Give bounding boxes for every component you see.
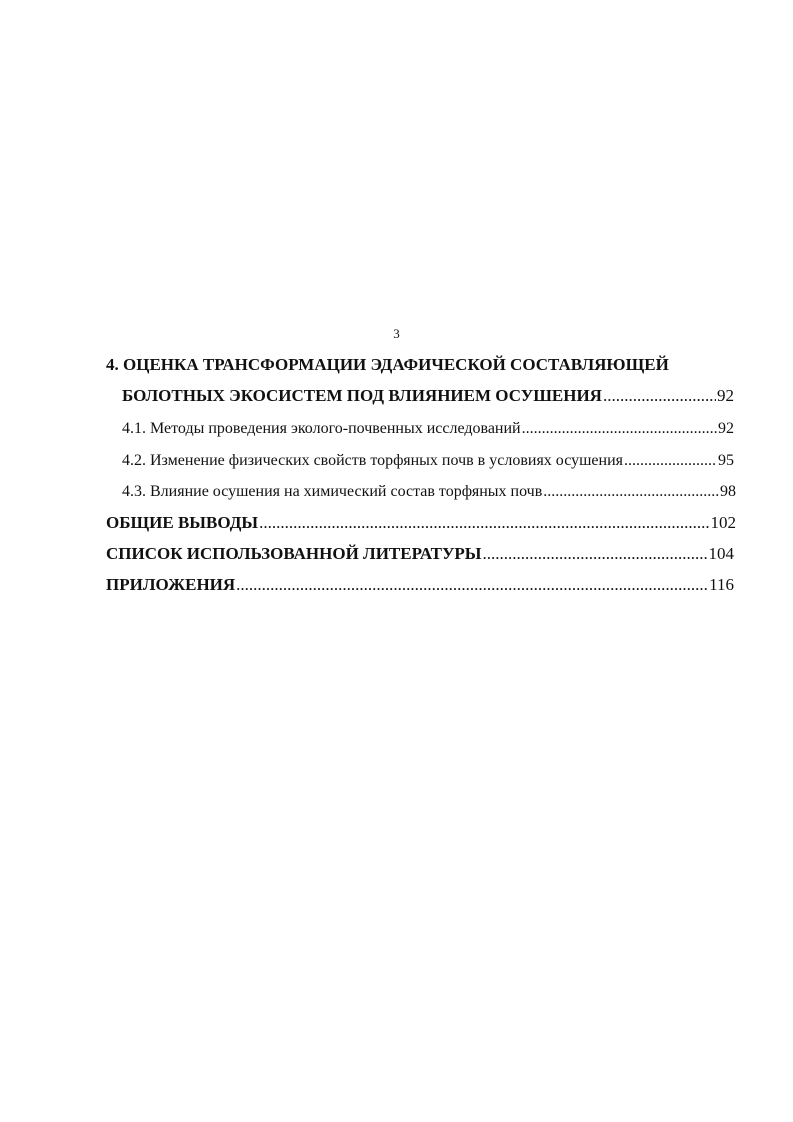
- dot-leader: [543, 481, 719, 503]
- toc-entry-section-4-2[interactable]: [122, 450, 734, 472]
- section-4-3-title: 4.3. Влияние осушения на химический состав торфяных почв: [122, 483, 543, 500]
- toc-entry-section-4-1[interactable]: [122, 418, 734, 440]
- dot-leader: [522, 418, 717, 440]
- page-ref: 116: [709, 575, 734, 594]
- page-ref: 92: [718, 420, 734, 437]
- toc-entry-conclusions[interactable]: [106, 512, 736, 534]
- page-ref: 92: [717, 386, 734, 405]
- dot-leader: [483, 543, 708, 565]
- toc-entry-section-4-3[interactable]: [122, 481, 736, 503]
- chapter-4-title-line-2: БОЛОТНЫХ ЭКОСИСТЕМ ПОД ВЛИЯНИЕМ ОСУШЕНИЯ: [122, 386, 602, 405]
- appendices-title: ПРИЛОЖЕНИЯ: [106, 575, 236, 594]
- dot-leader: [259, 512, 709, 534]
- dot-leader: [236, 574, 708, 596]
- page-ref: 95: [718, 452, 734, 469]
- toc-entry-chapter-4[interactable]: [122, 385, 734, 407]
- dot-leader: [624, 450, 717, 472]
- section-4-2-title: 4.2. Изменение физических свойств торфяных почв в условиях осушения: [122, 452, 623, 469]
- page-ref: 102: [710, 513, 736, 532]
- section-4-1-title: 4.1. Методы проведения эколого-почвенных исследований: [122, 420, 521, 437]
- toc-entry-references[interactable]: [106, 543, 734, 565]
- references-title: СПИСОК ИСПОЛЬЗОВАННОЙ ЛИТЕРАТУРЫ: [106, 544, 482, 563]
- page-number: 3: [393, 326, 400, 341]
- page-ref: 98: [720, 483, 736, 500]
- conclusions-title: ОБЩИЕ ВЫВОДЫ: [106, 513, 259, 532]
- dot-leader: [603, 385, 716, 407]
- toc-entry-appendices[interactable]: [106, 574, 734, 596]
- page-ref: 104: [708, 544, 734, 563]
- chapter-4-title-line-1: 4. ОЦЕНКА ТРАНСФОРМАЦИИ ЭДАФИЧЕСКОЙ СОСТАВЛЯЮЩЕЙ: [106, 355, 669, 374]
